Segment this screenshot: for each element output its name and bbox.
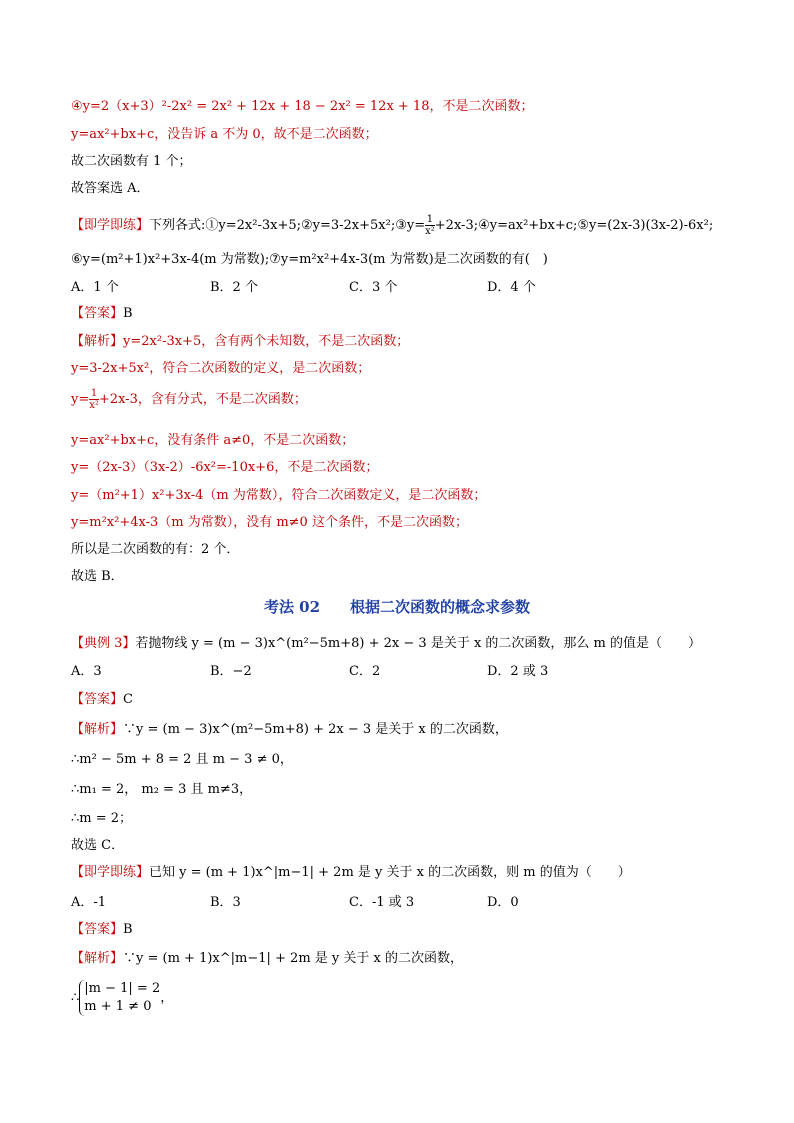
option-d: D．0 [487, 895, 519, 910]
analysis-tag: 【解析】 [71, 951, 124, 966]
option-b: B．2 个 [210, 280, 258, 295]
example-tag: 【典例 3】 [71, 636, 136, 651]
analysis-2-line-5: 故选 C． [71, 838, 125, 853]
analysis-2-line-4: ∴m = 2； [71, 811, 133, 826]
analysis-1-line-5: y=（2x-3）（3x-2）-6x²=-10x+6，不是二次函数； [71, 460, 379, 475]
conclusion-count: 故二次函数有 1 个； [71, 154, 192, 169]
analysis-1-line-6: y=（m²+1）x²+3x-4（m 为常数），符合二次函数定义，是二次函数； [71, 488, 487, 503]
answer-1: 【答案】B [71, 306, 133, 321]
option-d: D．4 个 [487, 280, 536, 295]
option-a: A．3 [71, 664, 102, 679]
practice-question-2: 【即学即练】已知 y = (m + 1)x^|m−1| + 2m 是 y 关于 x 的二次函数，则 m 的值为（ ） [71, 865, 631, 880]
analysis-3: 【解析】∵y = (m + 1)x^|m−1| + 2m 是 y 关于 x 的二次函数， [71, 951, 463, 966]
practice-text: 下列各式:①y=2x²-3x+5;②y=3-2x+5x²;③y= [149, 218, 426, 233]
option-a: A．-1 [71, 895, 107, 910]
analysis-1-line-7: y=m²x²+4x-3（m 为常数），没有 m≠0 这个条件，不是二次函数； [71, 515, 468, 530]
analysis-1-line-4: y=ax²+bx+c，没有条件 a≠0，不是二次函数； [71, 433, 355, 448]
analysis-2-line-3: ∴m₁ = 2， m₂ = 3 且 m≠3， [71, 782, 253, 797]
analysis-tag: 【解析】 [71, 722, 124, 737]
option-c: C．2 [349, 664, 381, 679]
option-a: A．1 个 [71, 280, 119, 295]
analysis-2-line-2: ∴m² − 5m + 8 = 2 且 m − 3 ≠ 0， [71, 752, 293, 767]
option-c: C．3 个 [349, 280, 398, 295]
solution-line-general: y=ax²+bx+c，没告诉 a 不为 0，故不是二次函数； [71, 127, 378, 142]
option-d: D．2 或 3 [487, 664, 549, 679]
practice-text-rest: +2x-3;④y=ax²+bx+c;⑤y=(2x-3)(3x-2)-6x²; [434, 218, 714, 233]
analysis-1-line-3: y= $\frac{1}{\text{x²}}$ +2x-3，含有分式，不是二次函数； [71, 388, 307, 411]
analysis-1-line-8: 所以是二次函数的有：2 个． [71, 542, 240, 557]
fraction: $\frac{1}{\text{x²}}$ [89, 388, 99, 411]
answer-3: 【答案】B [71, 922, 133, 937]
analysis-tag: 【解析】 [71, 334, 124, 349]
fraction: $\frac{1}{\text{x²}}$ [425, 214, 435, 237]
answer-tag: 【答案】 [71, 692, 124, 707]
analysis-1-line-9: 故选 B． [71, 569, 124, 584]
analysis-2: 【解析】∵y = (m − 3)x^(m²−5m+8) + 2x − 3 是关于 x 的二次函数， [71, 722, 508, 737]
practice-question-1-cont: ⑥y=(m²+1)x²+3x-4(m 为常数);⑦y=m²x²+4x-3(m 为常数)是二次函数的有( ) [71, 252, 548, 267]
analysis-1-line-2: y=3-2x+5x²，符合二次函数的定义，是二次函数； [71, 361, 371, 376]
solution-line-4: ④y=2（x+3）²-2x² = 2x² + 12x + 18 − 2x² = 12x + 18，不是二次函数； [71, 99, 534, 114]
practice-tag: 【即学即练】 [71, 218, 150, 233]
option-b: B．3 [210, 895, 241, 910]
option-c: C．-1 或 3 [349, 895, 415, 910]
options-2 [71, 663, 548, 681]
answer-2: 【答案】C [71, 692, 133, 707]
option-b: B．−2 [210, 664, 252, 679]
options-3 [71, 894, 519, 912]
practice-question-1 [71, 214, 713, 237]
equation-system: ∴ |m − 1| = 2 m + 1 ≠ 0 ， [71, 981, 174, 1014]
conclusion-answer: 故答案选 A． [71, 181, 150, 196]
options-1 [71, 279, 536, 297]
analysis-1: 【解析】y=2x²-3x+5，含有两个未知数，不是二次函数； [71, 334, 410, 349]
section-heading: 考法 02 根据二次函数的概念求参数 [263, 598, 531, 616]
example-3: 【典例 3】若抛物线 y = (m − 3)x^(m²−5m+8) + 2x − 3 是关于 x 的二次函数，那么 m 的值是（ ） [71, 636, 702, 651]
answer-tag: 【答案】 [71, 306, 124, 321]
answer-tag: 【答案】 [71, 922, 124, 937]
practice-tag: 【即学即练】 [71, 865, 150, 880]
